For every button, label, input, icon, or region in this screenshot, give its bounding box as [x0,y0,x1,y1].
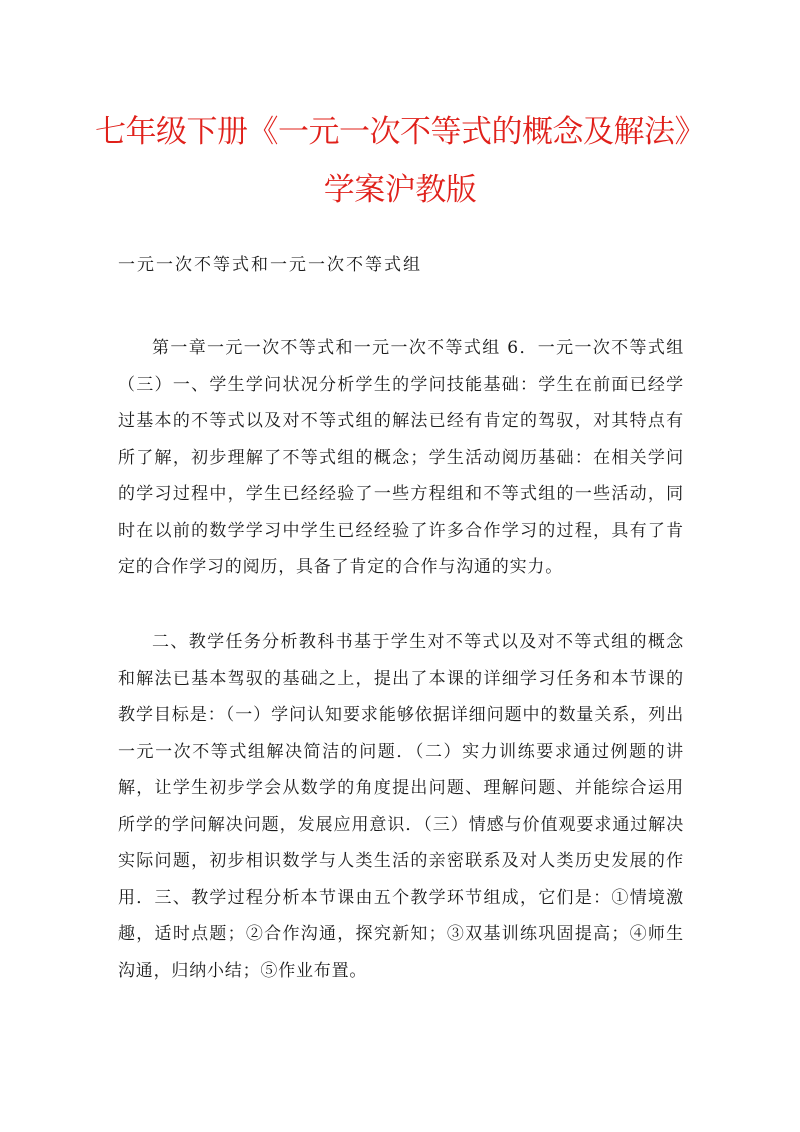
title-line-1: 七年级下册《一元一次不等式的概念及解法》 [95,114,705,150]
section-subtitle: 一元一次不等式和一元一次不等式组 [118,255,422,275]
body-paragraph-1: 第一章一元一次不等式和一元一次不等式组 6．一元一次不等式组（三）一、学生学问状况分析学生的学问技能基础：学生在前面已经学过基本的不等式以及对不等式组的解法已经有肯定的驾驭，对其特点有所了解，初步理解了不等式组的概念；学生活动阅历基础：在相关学问的学习过程中，学生已经经验了一些方程组和不等式组的一些活动，同时在以前的数学学习中学生已经经验了许多合作学习的过程，具有了肯定的合作学习的阅历，具备了肯定的合作与沟通的实力。 [118,338,684,577]
title-line-2: 学案沪教版 [323,172,477,208]
body-paragraph-2: 二、教学任务分析教科书基于学生对不等式以及对不等式组的概念和解法已基本驾驭的基础之上，提出了本课的详细学习任务和本节课的教学目标是：（一）学问认知要求能够依据详细问题中的数量关系，列出一元一次不等式组解决简洁的问题．（二）实力训练要求通过例题的讲解，让学生初步学会从数学的角度提出问题、理解问题、并能综合运用所学的学问解决问题，发展应用意识．（三）情感与价值观要求通过解决实际问题，初步相识数学与人类生活的亲密联系及对人类历史发展的作用．三、教学过程分析本节课由五个教学环节组成，它们是：①情境激趣，适时点题；②合作沟通，探究新知；③双基训练巩固提高；④师生沟通，归纳小结；⑤作业布置。 [118,632,684,981]
